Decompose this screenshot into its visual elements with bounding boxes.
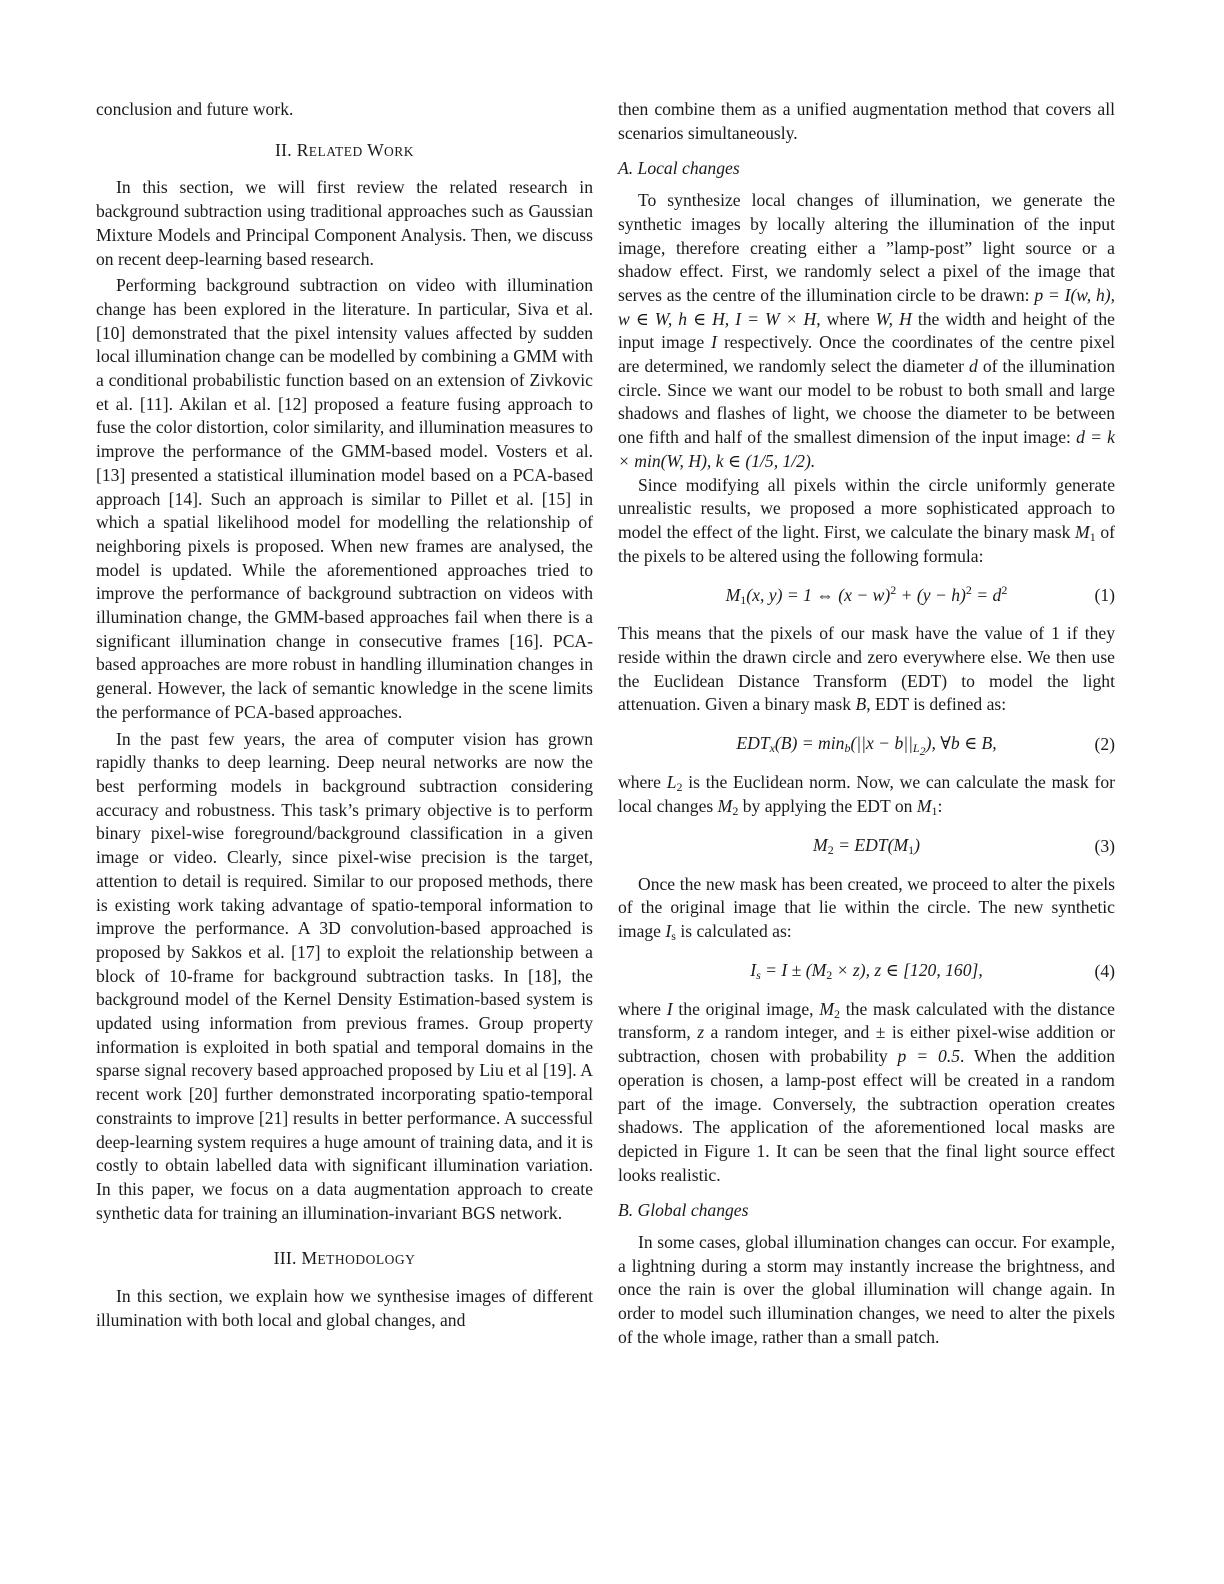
local-changes-paragraph-1: To synthesize local changes of illumination, we generate the synthetic images by locally altering the illumination of the input image, therefore creating either a ”lamp-post” light source or a shadow effect. First, we randomly select a pixel of the image that serves as the centre of the illumination circle to be drawn: p = I(w, h), w ∈ W, h ∈ H, I = W × H, where W, H the width and height of the input image I respectively. Once the coordinates of the centre pixel are determined, we randomly select the diameter d of the illumination circle. Since we want our model to be robust to both small and large shadows and flashes of light, we choose the diameter to be between one fifth and half of the smallest dimension of the input image: d = k × min(W, H), k ∈ (1/5, 1/2). bbox=[618, 190, 1116, 471]
equation-2-number: (2) bbox=[1094, 734, 1115, 755]
equation-4: $I_s = I \pm (M_2 \times z)$, z ∈ [120, 160], (4) bbox=[750, 959, 1115, 982]
equation-1: $M_1(x$, y) = 1 ⇔ $(x - w)^2 + (y - h)^2 = d^2$ (1) bbox=[725, 582, 1115, 607]
related-work-paragraph-1: In this section, we will first review the related research in background subtraction using traditional approaches such as Gaussian Mixture Models and Principal Component Analysis. Then, we discuss on recent deep-learning based research. bbox=[96, 177, 593, 269]
subsection-global-changes: B. Global changes bbox=[618, 1200, 749, 1221]
local-changes-paragraph-5: Once the new mask has been created, we proceed to alter the pixels of the original image that lie within the circle. The new synthetic image $I_s$ is calculated as: bbox=[618, 873, 1115, 943]
global-changes-paragraph-1: In some cases, global illumination changes can occur. For example, a lightning during a storm may instantly increase the brightness, and once the rain is over the global illumination will change again. In order to model such illumination changes, we need to alter the pixels of the whole image, rather than a small patch. bbox=[618, 1232, 1115, 1347]
equation-3-number: (3) bbox=[1094, 835, 1115, 856]
methodology-paragraph-1: In this section, we explain how we synthesise images of different illumination with both local and global changes, and bbox=[96, 1286, 593, 1330]
subsection-local-changes: A. Local changes bbox=[618, 158, 740, 179]
section-heading-methodology: III. METHODOLOGY bbox=[273, 1248, 416, 1269]
methodology-continuation: then combine them as a unified augmentation method that covers all scenarios simultaneously. bbox=[618, 99, 1115, 143]
related-work-paragraph-3: In the past few years, the area of computer vision has grown rapidly thanks to deep learning. Deep neural networks are now the best performing models in background subtraction considering accuracy and robustness. This task’s primary objective is to perform binary pixel-wise foreground/background classification in a given image or video. Clearly, since pixel-wise precision is the target, attention to detail is required. Similar to our proposed methods, there is existing work taking advantage of spatio-temporal information to improve the performance. A 3D convolution-based approached is proposed by Sakkos et al. [17] to exploit the relationship between a block of 10-frame for background subtraction tasks. In [18], the background model of the Kernel Density Estimation-based system is updated using information from previous frames. Group property information is exploited in both spatial and temporal domains in the sparse signal recovery based approached proposed by Liu et al [19]. A recent work [20] further demonstrated incorporating spatio-temporal constraints to improve [21] results in better performance. A successful deep-learning system requires a huge amount of training data, and it is costly to obtain labelled data with significant illumination variation. In this paper, we focus on a data augmentation approach to create synthetic data for training an illumination-invariant BGS network. bbox=[96, 728, 593, 1223]
local-changes-paragraph-2: Since modifying all pixels within the circle uniformly generate unrealistic results, we proposed a more sophisticated approach to model the effect of the light. First, we calculate the binary mask $M_1$ of the pixels to be altered using the following formula: bbox=[618, 474, 1115, 566]
related-work-paragraph-2: Performing background subtraction on video with illumination change has been explored in the literature. In particular, Siva et al. [10] demonstrated that the pixel intensity values affected by sudden local illumination change can be modelled by combining a GMM with a conditional probabilistic function based on an extension of Zivkovic et al. [11]. Akilan et al. [12] proposed a feature fusing approach to fuse the color distortion, color similarity, and illumination measures to improve the performance of the GMM-based model. Vosters et al. [13] presented a statistical illumination model based on a PCA-based approach [14]. Such an approach is similar to Pillet et al. [15] in which a spatial likelihood model for modelling the relationship of neighboring pixels is proposed. When new frames are analysed, the model is updated. While the aforementioned approaches tried to improve the performance of background subtraction on videos with illumination change, the GMM-based approaches fail when there is a significant illumination change in consecutive frames [16]. PCA-based approaches are more robust in handling illumination changes in general. However, the lack of semantic knowledge in the scene limits the performance of PCA-based approaches. bbox=[96, 275, 593, 722]
equation-4-number: (4) bbox=[1094, 960, 1115, 981]
equation-3: $M_2 = EDT(M_1)$ (3) bbox=[813, 834, 1115, 857]
right-column bbox=[618, 98, 1115, 1350]
local-changes-paragraph-3: This means that the pixels of our mask have the value of 1 if they reside within the drawn circle and zero everywhere else. We then use the Euclidean Distance Transform (EDT) to model the light attenuation. Given a binary mask B, EDT is defined as: bbox=[618, 623, 1115, 715]
equation-1-number: (1) bbox=[1094, 585, 1115, 606]
left-column bbox=[96, 98, 593, 1332]
intro-tail: conclusion and future work. bbox=[96, 99, 294, 119]
local-changes-paragraph-4: where $L_2$ is the Euclidean norm. Now, we can calculate the mask for local changes $M_2$ by applying the EDT on $M_1$: bbox=[618, 772, 1115, 818]
equation-2: $EDT_x(B) = \min_b(||x - b||_{L_2})$, ∀b ∈ B, (2) bbox=[736, 733, 1115, 759]
local-changes-paragraph-6: where I the original image, $M_2$ the mask calculated with the distance transform, z a random integer, and ± is either pixel-wise addition or subtraction, chosen with probability p = 0.5. When the addition operation is chosen, a lamp-post effect will be created in a random part of the image. Conversely, the subtraction operation creates shadows. The application of the aforementioned local masks are depicted in Figure 1. It can be seen that the final light source effect looks realistic. bbox=[618, 998, 1115, 1185]
section-heading-related-work: II. RELATED WORK bbox=[274, 139, 415, 160]
